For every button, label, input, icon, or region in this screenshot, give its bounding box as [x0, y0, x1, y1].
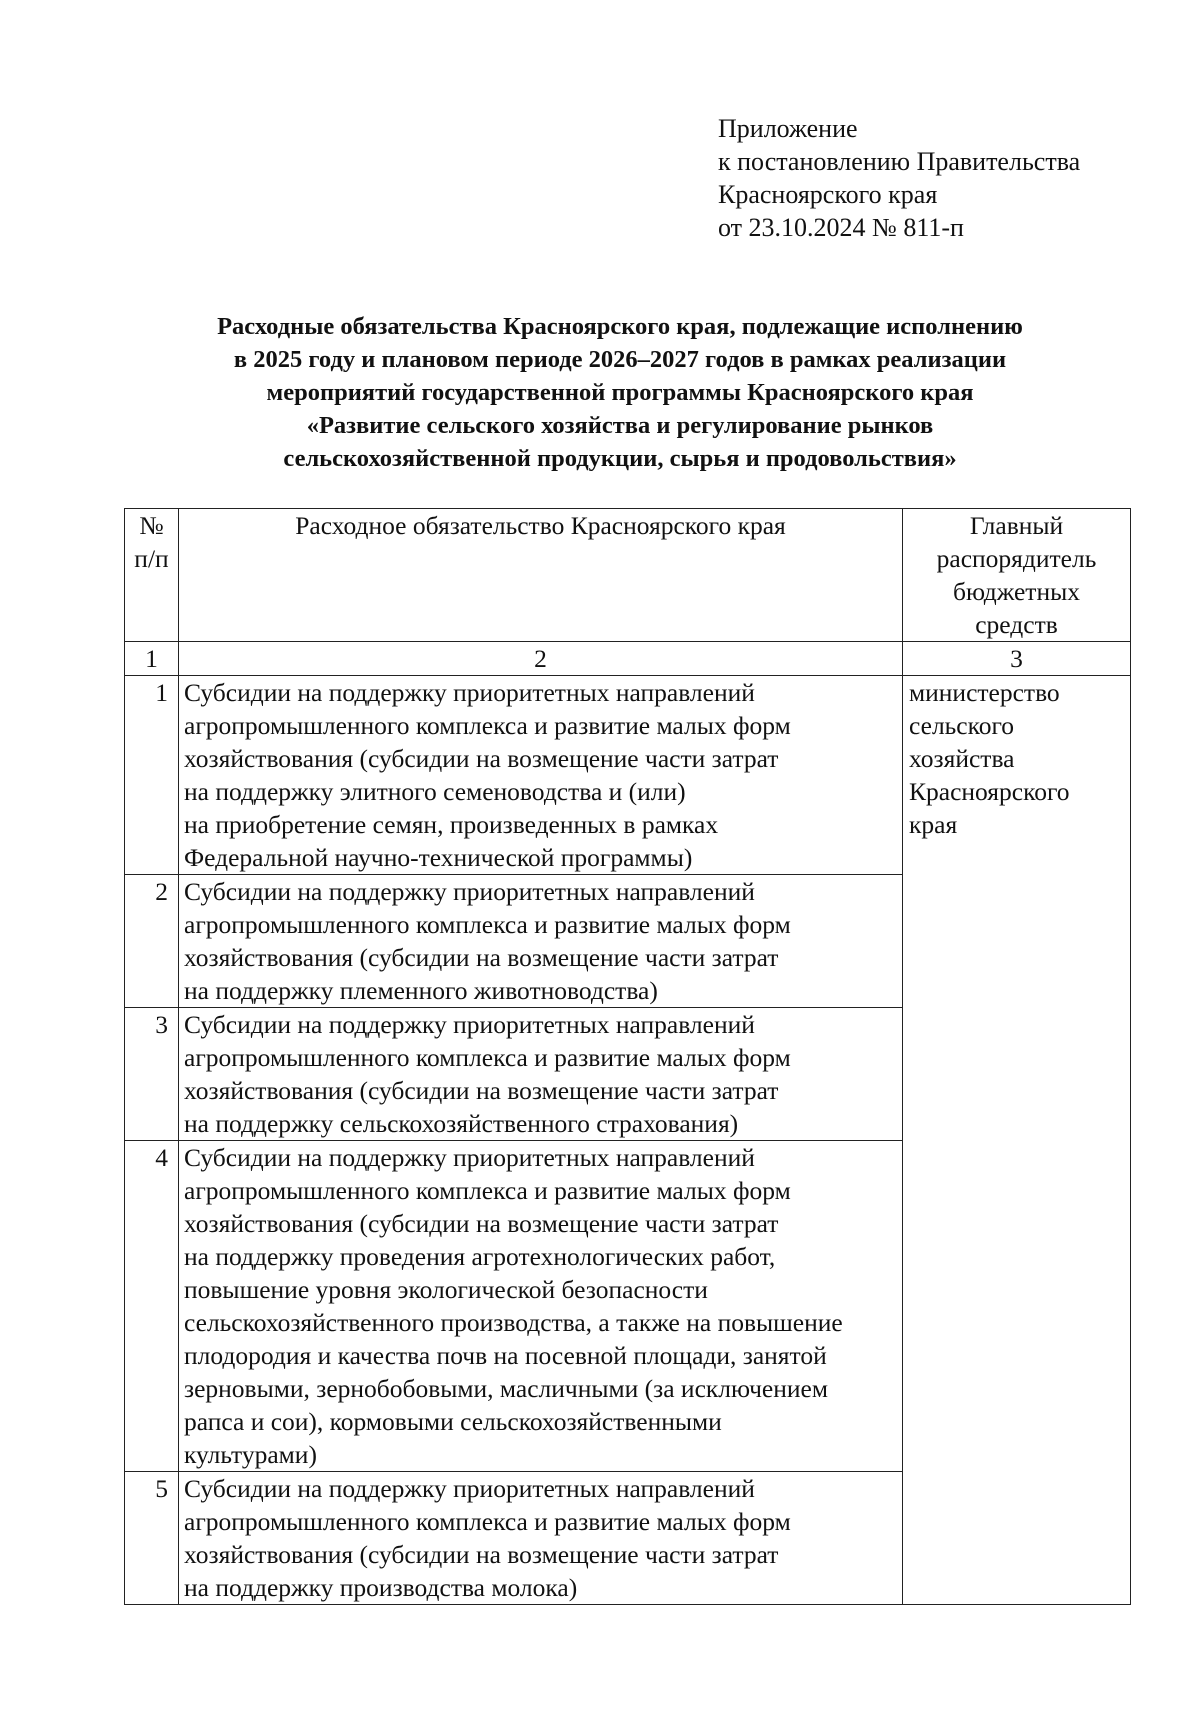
header-manager: Главный распорядитель бюджетных средств	[903, 509, 1131, 642]
appendix-header	[718, 112, 1080, 244]
header-row	[125, 509, 1131, 642]
table-row	[125, 676, 1131, 875]
header-obligation: Расходное обязательство Красноярского края	[179, 509, 903, 642]
budget-manager-cell: министерство сельского хозяйства Красноярского края	[903, 676, 1131, 1605]
column-index: 1	[125, 642, 179, 676]
row-description: Субсидии на поддержку приоритетных направлений агропромышленного комплекса и развитие малых форм хозяйствования (субсидии на возмещение части затрат на поддержку элитного семеноводства и (или) на приобретение семян, произведенных в рамках Федеральной научно-технической программы)	[179, 676, 903, 875]
title-line: «Развитие сельского хозяйства и регулирование рынков	[306, 412, 934, 439]
row-number: 1	[125, 676, 179, 875]
row-description: Субсидии на поддержку приоритетных направлений агропромышленного комплекса и развитие малых форм хозяйствования (субсидии на возмещение части затрат на поддержку проведения агротехнологических работ, повышение уровня экологической безопасности сельскохозяйственного производства, а также на повышение плодородия и качества почв на посевной площади, занятой зерновыми, зернобобовыми, масличными (за исключением рапса и сои), кормовыми сельскохозяйственными культурами)	[179, 1141, 903, 1472]
title-line: мероприятий государственной программы Красноярского края	[266, 379, 974, 406]
row-description: Субсидии на поддержку приоритетных направлений агропромышленного комплекса и развитие малых форм хозяйствования (субсидии на возмещение части затрат на поддержку сельскохозяйственного страхования)	[179, 1008, 903, 1141]
row-number: 4	[125, 1141, 179, 1472]
column-index: 3	[903, 642, 1131, 676]
appendix-line: от 23.10.2024 № 811-п	[718, 213, 964, 242]
row-number: 5	[125, 1472, 179, 1605]
appendix-line: Приложение	[718, 114, 858, 143]
appendix-line: Красноярского края	[718, 180, 938, 209]
title-line: Расходные обязательства Красноярского края, подлежащие исполнению	[217, 313, 1023, 340]
column-index-row	[125, 642, 1131, 676]
title-line: сельскохозяйственной продукции, сырья и продовольствия»	[283, 445, 957, 472]
row-description: Субсидии на поддержку приоритетных направлений агропромышленного комплекса и развитие малых форм хозяйствования (субсидии на возмещение части затрат на поддержку производства молока)	[179, 1472, 903, 1605]
obligations-table	[124, 508, 1131, 1605]
appendix-line: к постановлению Правительства	[718, 147, 1081, 176]
title-line: в 2025 году и плановом периоде 2026–2027 годов в рамках реализации	[233, 346, 1007, 373]
header-num: № п/п	[125, 509, 179, 642]
document-title	[120, 310, 1120, 475]
row-number: 2	[125, 875, 179, 1008]
row-description: Субсидии на поддержку приоритетных направлений агропромышленного комплекса и развитие малых форм хозяйствования (субсидии на возмещение части затрат на поддержку племенного животноводства)	[179, 875, 903, 1008]
row-number: 3	[125, 1008, 179, 1141]
column-index: 2	[179, 642, 903, 676]
